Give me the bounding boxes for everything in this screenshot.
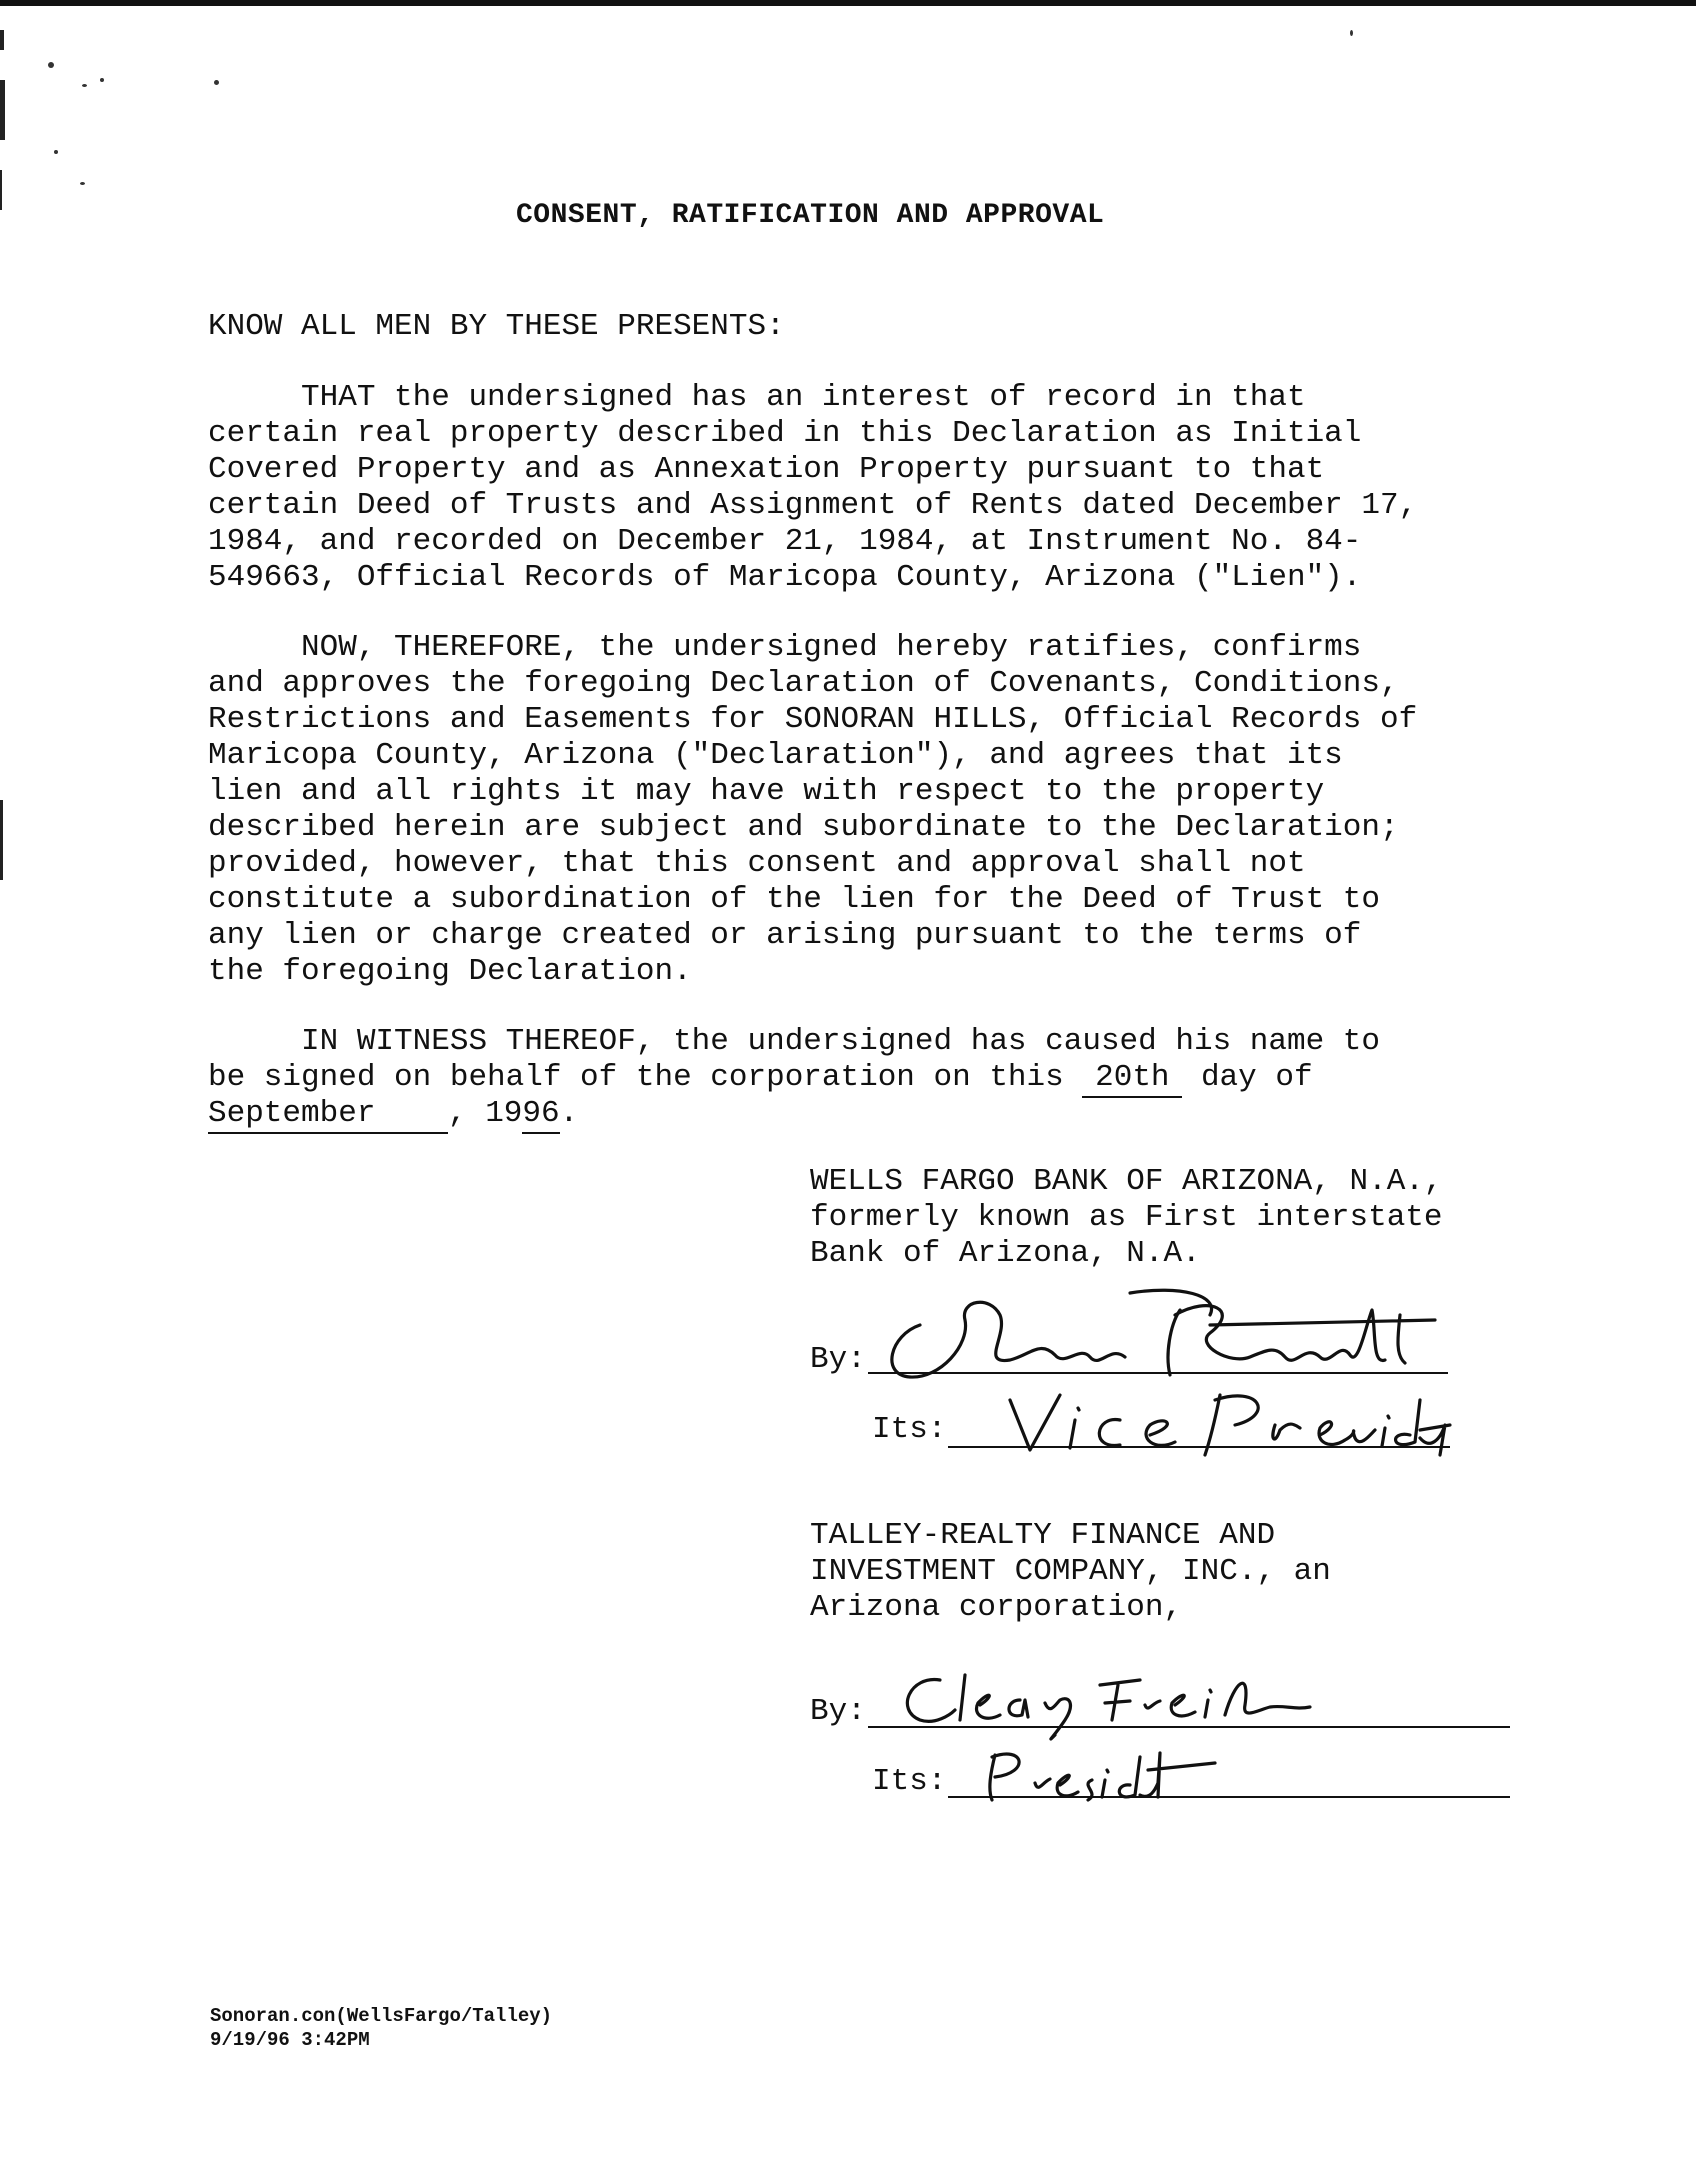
paragraph-line: described herein are subject and subordinate to the Declaration; bbox=[208, 810, 1399, 845]
scan-top-border bbox=[0, 0, 1696, 6]
document-title: CONSENT, RATIFICATION AND APPROVAL bbox=[516, 200, 1105, 231]
paragraph-line: Covered Property and as Annexation Property pursuant to that bbox=[208, 452, 1325, 487]
witness-text: . bbox=[559, 1096, 579, 1131]
entity-line: Arizona corporation, bbox=[810, 1590, 1183, 1625]
scan-edge-mark bbox=[0, 800, 3, 880]
paragraph-line: provided, however, that this consent and approval shall not bbox=[208, 846, 1306, 881]
its-label: Its: bbox=[872, 1412, 947, 1447]
paragraph-line: IN WITNESS THEREOF, the undersigned has caused his name to bbox=[208, 1024, 1380, 1059]
entity-line: Bank of Arizona, N.A. bbox=[810, 1236, 1201, 1271]
scan-edge-mark bbox=[0, 170, 2, 210]
paragraph-line: certain real property described in this Declaration as Initial bbox=[208, 416, 1362, 451]
footer-filename: Sonoran.con(WellsFargo/Talley) bbox=[210, 2005, 553, 2027]
its-label: Its: bbox=[872, 1764, 947, 1799]
entity-name bbox=[810, 1164, 1443, 1272]
scan-speck bbox=[1350, 30, 1353, 36]
scan-speck bbox=[100, 78, 104, 82]
entity-line: WELLS FARGO BANK OF ARIZONA, N.A., bbox=[810, 1164, 1443, 1199]
by-label: By: bbox=[810, 1694, 866, 1729]
signature-susan-rosenblatt bbox=[880, 1285, 1440, 1395]
scan-edge-mark bbox=[0, 80, 5, 140]
paragraph-line: 1984, and recorded on December 21, 1984, at Instrument No. 84- bbox=[208, 524, 1362, 559]
entity-line: formerly known as First interstate bbox=[810, 1200, 1443, 1235]
paragraph-line: the foregoing Declaration. bbox=[208, 954, 692, 989]
entity-line: INVESTMENT COMPANY, INC., an bbox=[810, 1554, 1331, 1589]
document-footer bbox=[210, 2004, 552, 2052]
witness-text: be signed on behalf of the corporation on this bbox=[208, 1060, 1083, 1095]
scan-speck bbox=[82, 84, 87, 87]
paragraph-line: and approves the foregoing Declaration of Covenants, Conditions, bbox=[208, 666, 1399, 701]
scan-speck bbox=[48, 62, 54, 68]
by-label: By: bbox=[810, 1342, 866, 1377]
day-fill-in: 20th bbox=[1082, 1060, 1182, 1098]
paragraph-line: any lien or charge created or arising pursuant to the terms of bbox=[208, 918, 1362, 953]
paragraph-line: Maricopa County, Arizona ("Declaration"), and agrees that its bbox=[208, 738, 1343, 773]
paragraph-line: lien and all rights it may have with respect to the property bbox=[208, 774, 1325, 809]
witness-text: , 19 bbox=[448, 1096, 523, 1131]
handwritten-title-president bbox=[980, 1745, 1240, 1805]
scan-speck bbox=[80, 182, 85, 185]
scan-edge-mark bbox=[0, 30, 4, 50]
scan-speck bbox=[54, 150, 58, 154]
month-fill-in: September bbox=[208, 1096, 448, 1134]
witness-text: day of bbox=[1182, 1060, 1313, 1095]
paragraph-line: constitute a subordination of the lien for the Deed of Trust to bbox=[208, 882, 1380, 917]
paragraph-line bbox=[208, 1060, 1313, 1098]
signature-president-talley bbox=[890, 1665, 1350, 1745]
paragraph-line: THAT the undersigned has an interest of record in that bbox=[208, 380, 1306, 415]
year-fill-in: 96 bbox=[522, 1096, 559, 1134]
handwritten-title-vice-president bbox=[990, 1380, 1450, 1460]
paragraph-line: NOW, THEREFORE, the undersigned hereby ratifies, confirms bbox=[208, 630, 1362, 665]
paragraph-line: 549663, Official Records of Maricopa County, Arizona ("Lien"). bbox=[208, 560, 1362, 595]
paragraph-line: certain Deed of Trusts and Assignment of Rents dated December 17, bbox=[208, 488, 1418, 523]
paragraph-line bbox=[208, 1096, 578, 1134]
salutation: KNOW ALL MEN BY THESE PRESENTS: bbox=[208, 309, 785, 344]
scan-speck bbox=[214, 80, 219, 85]
footer-timestamp: 9/19/96 3:42PM bbox=[210, 2029, 370, 2051]
entity-name bbox=[810, 1518, 1331, 1626]
entity-line: TALLEY-REALTY FINANCE AND bbox=[810, 1518, 1276, 1553]
paragraph-line: Restrictions and Easements for SONORAN HILLS, Official Records of bbox=[208, 702, 1418, 737]
